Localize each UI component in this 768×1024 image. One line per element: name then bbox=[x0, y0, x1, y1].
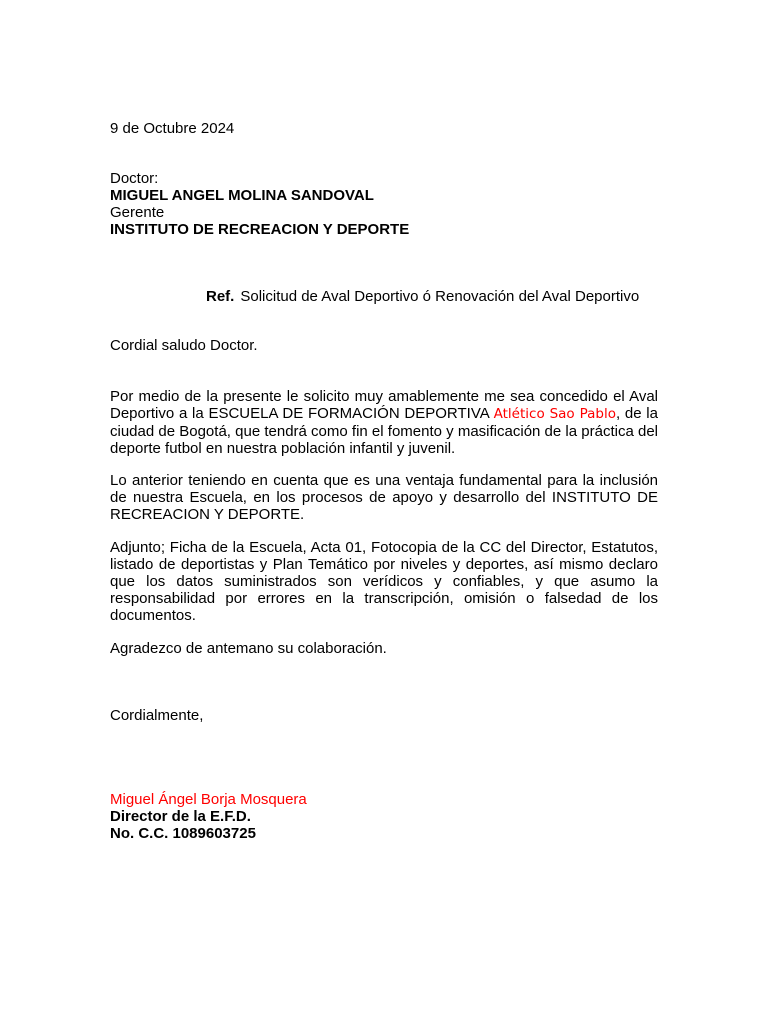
body-paragraph-1-part-2: , de la ciudad de Bogotá, que tendrá como fin el fomento y masificación de la práctica del deporte futbol en nuestra población infantil y juvenil. bbox=[110, 405, 658, 457]
signature-block bbox=[110, 791, 658, 842]
recipient-organization: INSTITUTO DE RECREACION Y DEPORTE bbox=[110, 221, 410, 238]
recipient-position: Gerente bbox=[110, 204, 165, 221]
signature-name: Miguel Ángel Borja Mosquera bbox=[110, 791, 307, 808]
reference-label: Ref. bbox=[206, 288, 235, 305]
greeting: Cordial saludo Doctor. bbox=[110, 337, 258, 354]
body-paragraph-3: Adjunto; Ficha de la Escuela, Acta 01, Fotocopia de la CC del Director, Estatutos, listado de deportistas y Plan Temático por niveles y deportes, así mismo declaro que los datos suministrados son verídicos y confiables, y que asumo la responsabilidad por errores en la transcripción, omisión o falsedad de los documentos. bbox=[110, 539, 658, 624]
signature-title: Director de la E.F.D. bbox=[110, 808, 251, 825]
recipient-block bbox=[110, 170, 658, 238]
body-paragraph-2: Lo anterior teniendo en cuenta que es una ventaja fundamental para la inclusión de nuestra Escuela, en los procesos de apoyo y desarrollo del INSTITUTO DE RECREACION Y DEPORTE. bbox=[110, 472, 658, 523]
recipient-salutation-title: Doctor: bbox=[110, 170, 159, 187]
school-name: Atlético Sao Pablo bbox=[493, 406, 616, 422]
body-paragraph-1-part-1: Por medio de la presente le solicito muy amablemente me sea concedido el Aval Deportivo a la ESCUELA DE FORMACIÓN DEPORTIVA bbox=[110, 388, 658, 422]
body-paragraph-1 bbox=[110, 388, 658, 457]
letter-date: 9 de Octubre 2024 bbox=[110, 120, 235, 137]
reference-text: Solicitud de Aval Deportivo ó Renovación del Aval Deportivo bbox=[240, 288, 640, 305]
closing: Cordialmente, bbox=[110, 707, 204, 724]
recipient-name: MIGUEL ANGEL MOLINA SANDOVAL bbox=[110, 187, 374, 204]
reference-line bbox=[206, 288, 639, 305]
body-paragraph-4: Agradezco de antemano su colaboración. bbox=[110, 640, 387, 657]
signature-id: No. C.C. 1089603725 bbox=[110, 825, 256, 842]
